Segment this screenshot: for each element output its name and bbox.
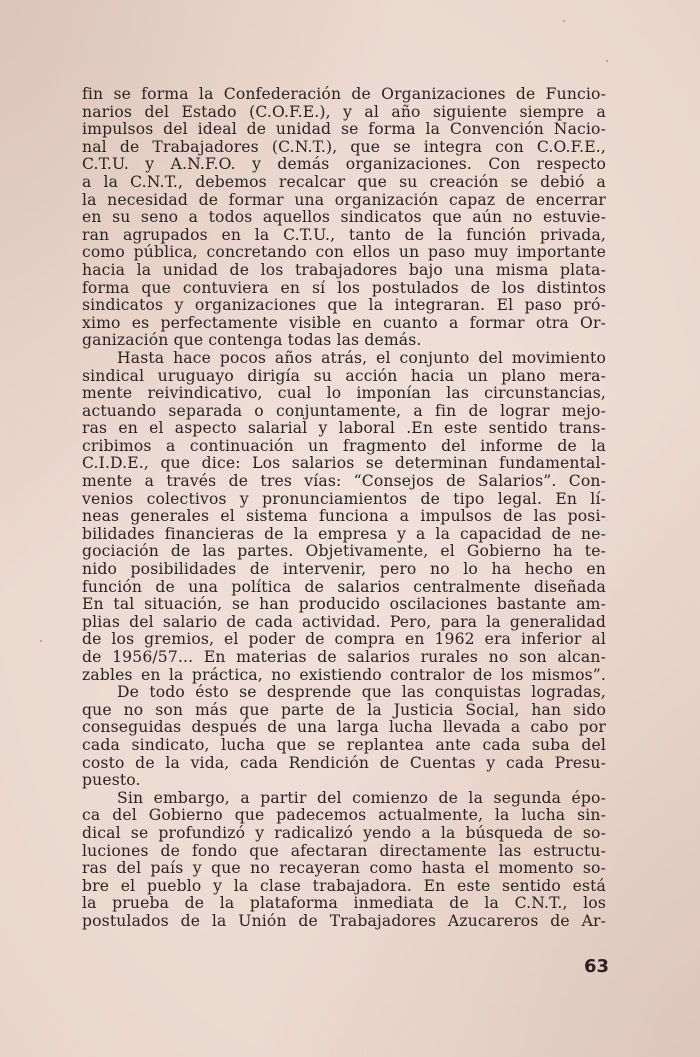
text-line: forma que contuviera en sí los postulados de los distintos (82, 278, 606, 297)
text-line: venios colectivos y pronunciamientos de tipo legal. En lí- (82, 489, 606, 508)
text-line: conseguidas después de una larga lucha llevada a cabo por (82, 718, 606, 737)
text-line: luciones de fondo que afectaran directamente las estructu- (82, 841, 606, 860)
text-line: la necesidad de formar una organización capaz de encerrar (82, 190, 606, 209)
text-line: C.T.U. y A.N.F.O. y demás organizaciones. Con respecto (82, 155, 606, 174)
text-line: hacia la unidad de los trabajadores bajo una misma plata- (82, 260, 606, 279)
text-line: ran agrupados en la C.T.U., tanto de la función privada, (82, 225, 606, 244)
text-line: que no son más que parte de la Justicia Social, han sido (82, 700, 606, 719)
text-line: postulados de la Unión de Trabajadores Azucareros de Ar- (82, 911, 606, 930)
text-line: C.I.D.E., que dice: Los salarios se determinan fundamental- (82, 454, 606, 473)
text-line: bilidades financieras de la empresa y a la capacidad de ne- (82, 524, 606, 543)
paper-speck (563, 20, 565, 22)
text-line: cada sindicato, lucha que se replantea ante cada suba del (82, 735, 606, 754)
text-line: costo de la vida, cada Rendición de Cuentas y cada Presu- (82, 753, 606, 772)
text-line: mente a través de tres vías: “Consejos de Salarios”. Con- (82, 472, 606, 491)
paragraph-2 (82, 350, 606, 684)
text-line: En tal situación, se han producido oscilaciones bastante am- (82, 595, 606, 614)
paper-speck (606, 60, 608, 62)
text-line: narios del Estado (C.O.F.E.), y al año siguiente siempre a (82, 102, 606, 121)
text-line: gociación de las partes. Objetivamente, el Gobierno ha te- (82, 542, 606, 561)
text-line: zables en la práctica, no existiendo contralor de los mismos”. (82, 665, 606, 684)
paragraph-4 (82, 790, 606, 931)
text-line: puesto. (82, 771, 141, 790)
text-line: la prueba de la plataforma inmediata de la C.N.T., los (82, 894, 606, 913)
text-line: de los gremios, el poder de compra en 1962 era inferior al (82, 630, 606, 649)
text-line: neas generales el sistema funciona a impulsos de las posi- (82, 507, 606, 526)
text-line: plias del salario de cada actividad. Pero, para la generalidad (82, 612, 606, 631)
text-line: nido posibilidades de intervenir, pero no lo ha hecho en (82, 560, 606, 579)
text-line: mente reivindicativo, cual lo imponían las circunstancias, (82, 384, 606, 403)
text-line: ras en el aspecto salarial y laboral .En este sentido trans- (82, 419, 606, 438)
text-line: como pública, concretando con ellos un paso muy importante (82, 243, 606, 262)
text-line: en su seno a todos aquellos sindicatos que aún no estuvie- (82, 208, 606, 227)
text-line: bre el pueblo y la clase trabajadora. En este sentido está (82, 876, 606, 895)
page-number: 63 (584, 956, 610, 977)
text-line: ras del país y que no recayeran como hasta el momento so- (82, 859, 606, 878)
text-line: dical se profundizó y radicalizó yendo a la búsqueda de so- (82, 823, 606, 842)
text-line: función de una política de salarios centralmente diseñada (82, 577, 606, 596)
text-line: cribimos a continuación un fragmento del informe de la (82, 436, 606, 455)
text-line: sindicatos y organizaciones que la integraran. El paso pró- (82, 296, 606, 315)
text-line: a la C.N.T., debemos recalcar que su creación se debió a (82, 172, 606, 191)
text-line: impulsos del ideal de unidad se forma la Convención Nacio- (82, 120, 606, 139)
text-line: ganización que contenga todas las demás. (82, 331, 422, 350)
text-line: nal de Trabajadores (C.N.T.), que se integra con C.O.F.E., (82, 137, 606, 156)
paragraph-3 (82, 684, 606, 790)
text-line: Hasta hace pocos años atrás, el conjunto del movimiento (117, 348, 606, 367)
text-line: sindical uruguayo dirigía su acción hacia un plano mera- (82, 366, 606, 385)
text-line: de 1956/57... En materias de salarios rurales no son alcan- (82, 648, 606, 666)
text-line: fin se forma la Confederación de Organizaciones de Funcio- (82, 85, 606, 103)
text-line: actuando separada o conjuntamente, a fin de lograr mejo- (82, 401, 606, 420)
paper-speck (40, 640, 42, 642)
text-line: De todo ésto se desprende que las conquistas logradas, (117, 683, 606, 702)
text-line: Sin embargo, a partir del comienzo de la segunda épo- (117, 788, 606, 807)
text-line: ximo es perfectamente visible en cuanto a formar otra Or- (82, 313, 606, 332)
body-text (82, 86, 606, 931)
text-line: ca del Gobierno que padecemos actualmente, la lucha sin- (82, 806, 606, 825)
paragraph-1 (82, 86, 606, 350)
